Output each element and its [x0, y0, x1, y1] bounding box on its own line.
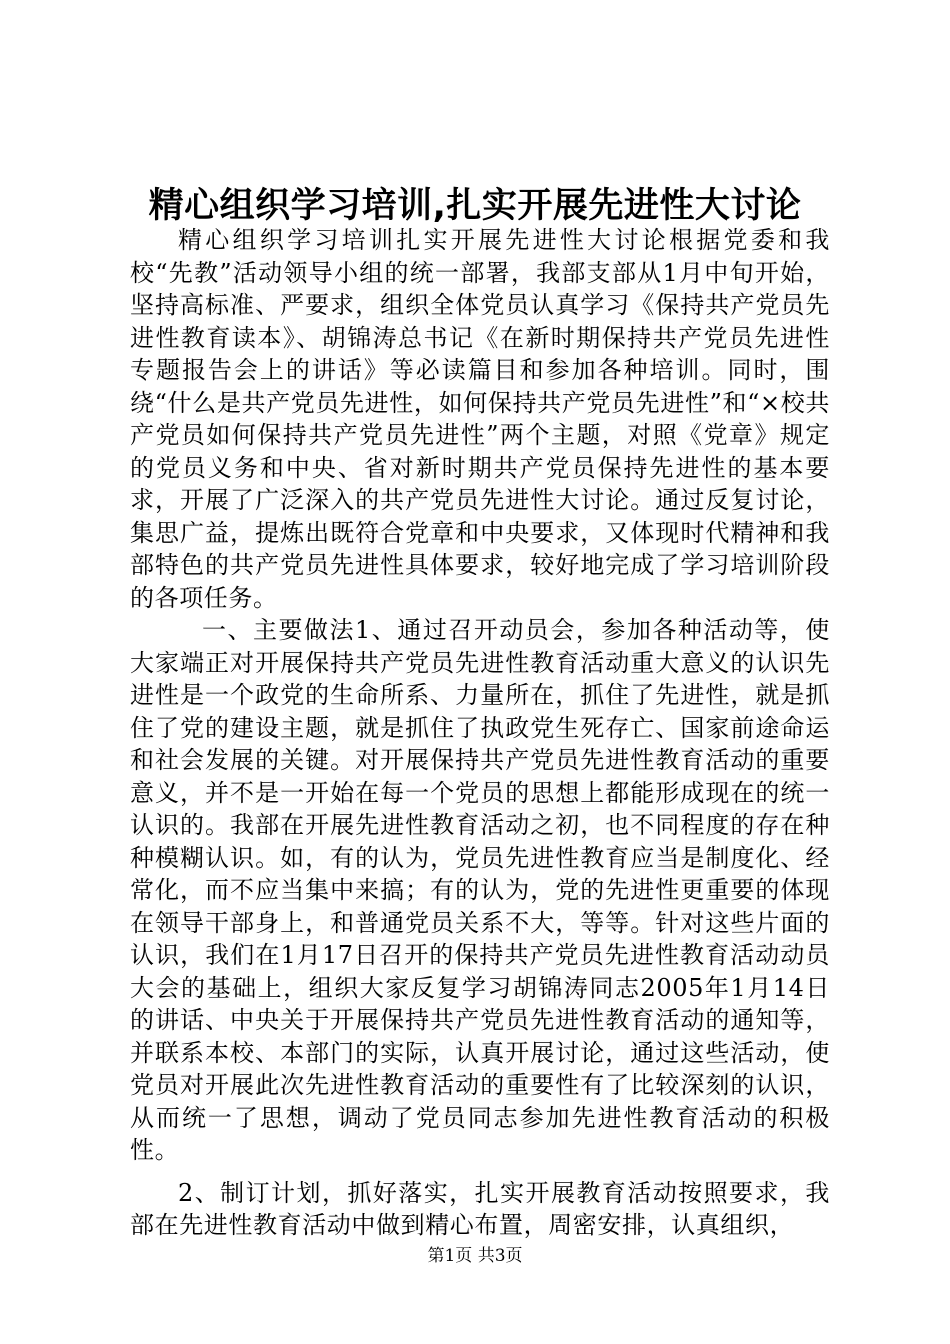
- page-number-footer: 第1页 共3页: [427, 1246, 523, 1266]
- paragraph-intro: 精心组织学习培训扎实开展先进性大讨论根据党委和我校“先教”活动领导小组的统一部署，我部支部从1月中旬开始，坚持高标准、严要求，组织全体党员认真学习《保持共产党员先进性教育读本》、胡锦涛总书记《在新时期保持共产党员先进性专题报告会上的讲话》等必读篇目和参加各种培训。同时，围绕“什么是共产党员先进性，如何保持共产党员先进性”和“×校共产党员如何保持共产党员先进性”两个主题，对照《党章》规定的党员义务和中央、省对新时期共产党员保持先进性的基本要求，开展了广泛深入的共产党员先进性大讨论。通过反复讨论，集思广益，提炼出既符合党章和中央要求，又体现时代精神和我部特色的共产党员先进性具体要求，较好地完成了学习培训阶段的各项任务。: [130, 226, 830, 612]
- paragraph-main-methods: 一、主要做法1、通过召开动员会，参加各种活动等，使大家端正对开展保持共产党员先进性教育活动重大意义的认识先进性是一个政党的生命所系、力量所在，抓住了先进性，就是抓住了党的建设主题，就是抓住了执政党生死存亡、国家前途命运和社会发展的关键。对开展保持共产党员先进性教育活动的重要意义，并不是一开始在每一个党员的思想上都能形成现在的统一认识的。我部在开展先进性教育活动之初，也不同程度的存在种种模糊认识。如，有的认为，党员先进性教育应当是制度化、经常化，而不应当集中来搞；有的认为，党的先进性更重要的体现在领导干部身上，和普通党员关系不大，等等。针对这些片面的认识，我们在1月17日召开的保持共产党员先进性教育活动动员大会的基础上，组织大家反复学习胡锦涛同志2005年1月14日的讲话、中央关于开展保持共产党员先进性教育活动的通知等，并联系本校、本部门的实际，认真开展讨论，通过这些活动，使党员对开展此次先进性教育活动的重要性有了比较深刻的认识，从而统一了思想，调动了党员同志参加先进性教育活动的积极性。: [130, 616, 830, 1164]
- document-body: [130, 224, 830, 1242]
- paragraph-planning: 2、制订计划，抓好落实，扎实开展教育活动按照要求，我部在先进性教育活动中做到精心布置，周密安排，认真组织，: [130, 1178, 830, 1239]
- document-title: 精心组织学习培训,扎实开展先进性大讨论: [148, 186, 802, 226]
